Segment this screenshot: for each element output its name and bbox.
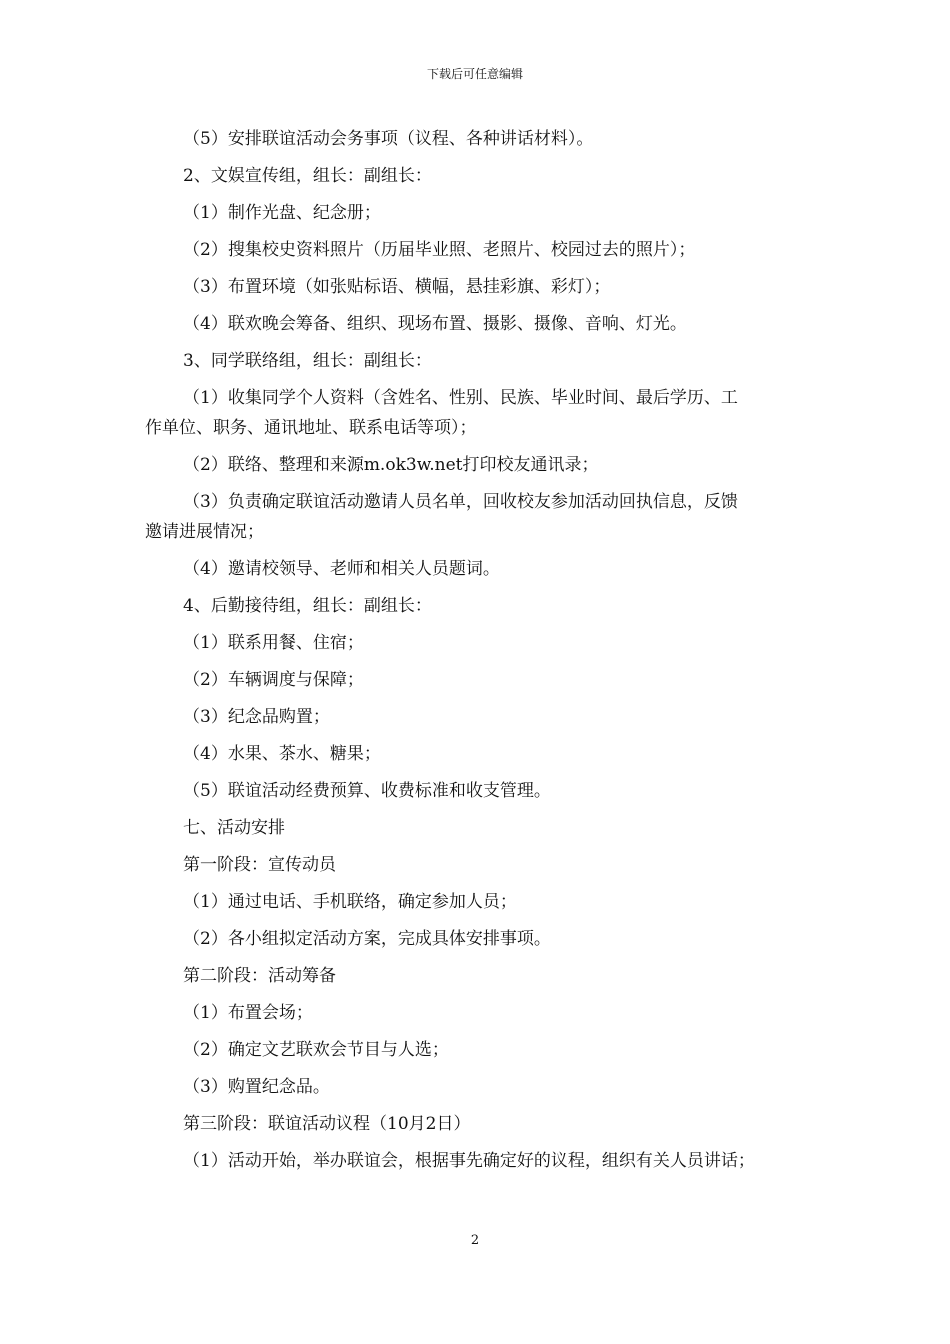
paragraph-line: （3）布置环境（如张贴标语、横幅，悬挂彩旗、彩灯）； [183,277,611,297]
paragraph-line: （1）通过电话、手机联络，确定参加人员； [183,892,517,912]
paragraph [145,383,825,450]
paragraph-line: （1）收集同学个人资料（含姓名、性别、民族、毕业时间、最后学历、工 [183,388,738,408]
paragraph-line: （2）车辆调度与保障； [183,670,364,690]
paragraph-line: （1）活动开始，举办联谊会，根据事先确定好的议程，组织有关人员讲话； [183,1151,755,1171]
paragraph [145,487,825,554]
paragraph-line: （4）联欢晚会筹备、组织、现场布置、摄影、摄像、音响、灯光。 [183,314,687,334]
paragraph-line: （3）购置纪念品。 [183,1077,330,1097]
paragraph-line: （3）纪念品购置； [183,707,330,727]
document-body [145,124,825,1183]
stage-heading: 第三阶段：联谊活动议程（10月2日） [183,1114,471,1134]
paragraph-line: （4）邀请校领导、老师和相关人员题词。 [183,559,500,579]
paragraph-line: （4）水果、茶水、糖果； [183,744,381,764]
stage-heading: 第一阶段：宣传动员 [183,855,336,875]
paragraph-line: （1）制作光盘、纪念册； [183,203,381,223]
paragraph-line-continued: 作单位、职务、通讯地址、联系电话等项）； [145,418,477,438]
paragraph-line: （2）确定文艺联欢会节目与人选； [183,1040,449,1060]
paragraph-line: （1）布置会场； [183,1003,313,1023]
page-number: 2 [470,1233,480,1248]
paragraph-line: （2）各小组拟定活动方案，完成具体安排事项。 [183,929,551,949]
stage-heading: 第二阶段：活动筹备 [183,966,336,986]
section-heading: 七、活动安排 [183,818,285,838]
section-heading: 3、同学联络组，组长：副组长： [183,351,432,371]
paragraph-line: （5）联谊活动经费预算、收费标准和收支管理。 [183,781,551,801]
paragraph-line: （2）联络、整理和来源m.ok3w.net打印校友通讯录； [183,455,599,475]
paragraph-line: （3）负责确定联谊活动邀请人员名单，回收校友参加活动回执信息，反馈 [183,492,738,512]
paragraph-line: （1）联系用餐、住宿； [183,633,364,653]
section-heading: 4、后勤接待组，组长：副组长： [183,596,432,616]
page-header: 下载后可任意编辑 [426,67,523,81]
paragraph-line: （2）搜集校史资料照片（历届毕业照、老照片、校园过去的照片）； [183,240,696,260]
section-heading: 2、文娱宣传组，组长：副组长： [183,166,432,186]
paragraph-line: （5）安排联谊活动会务事项（议程、各种讲话材料）。 [183,129,594,149]
paragraph-line-continued: 邀请进展情况； [145,522,264,542]
